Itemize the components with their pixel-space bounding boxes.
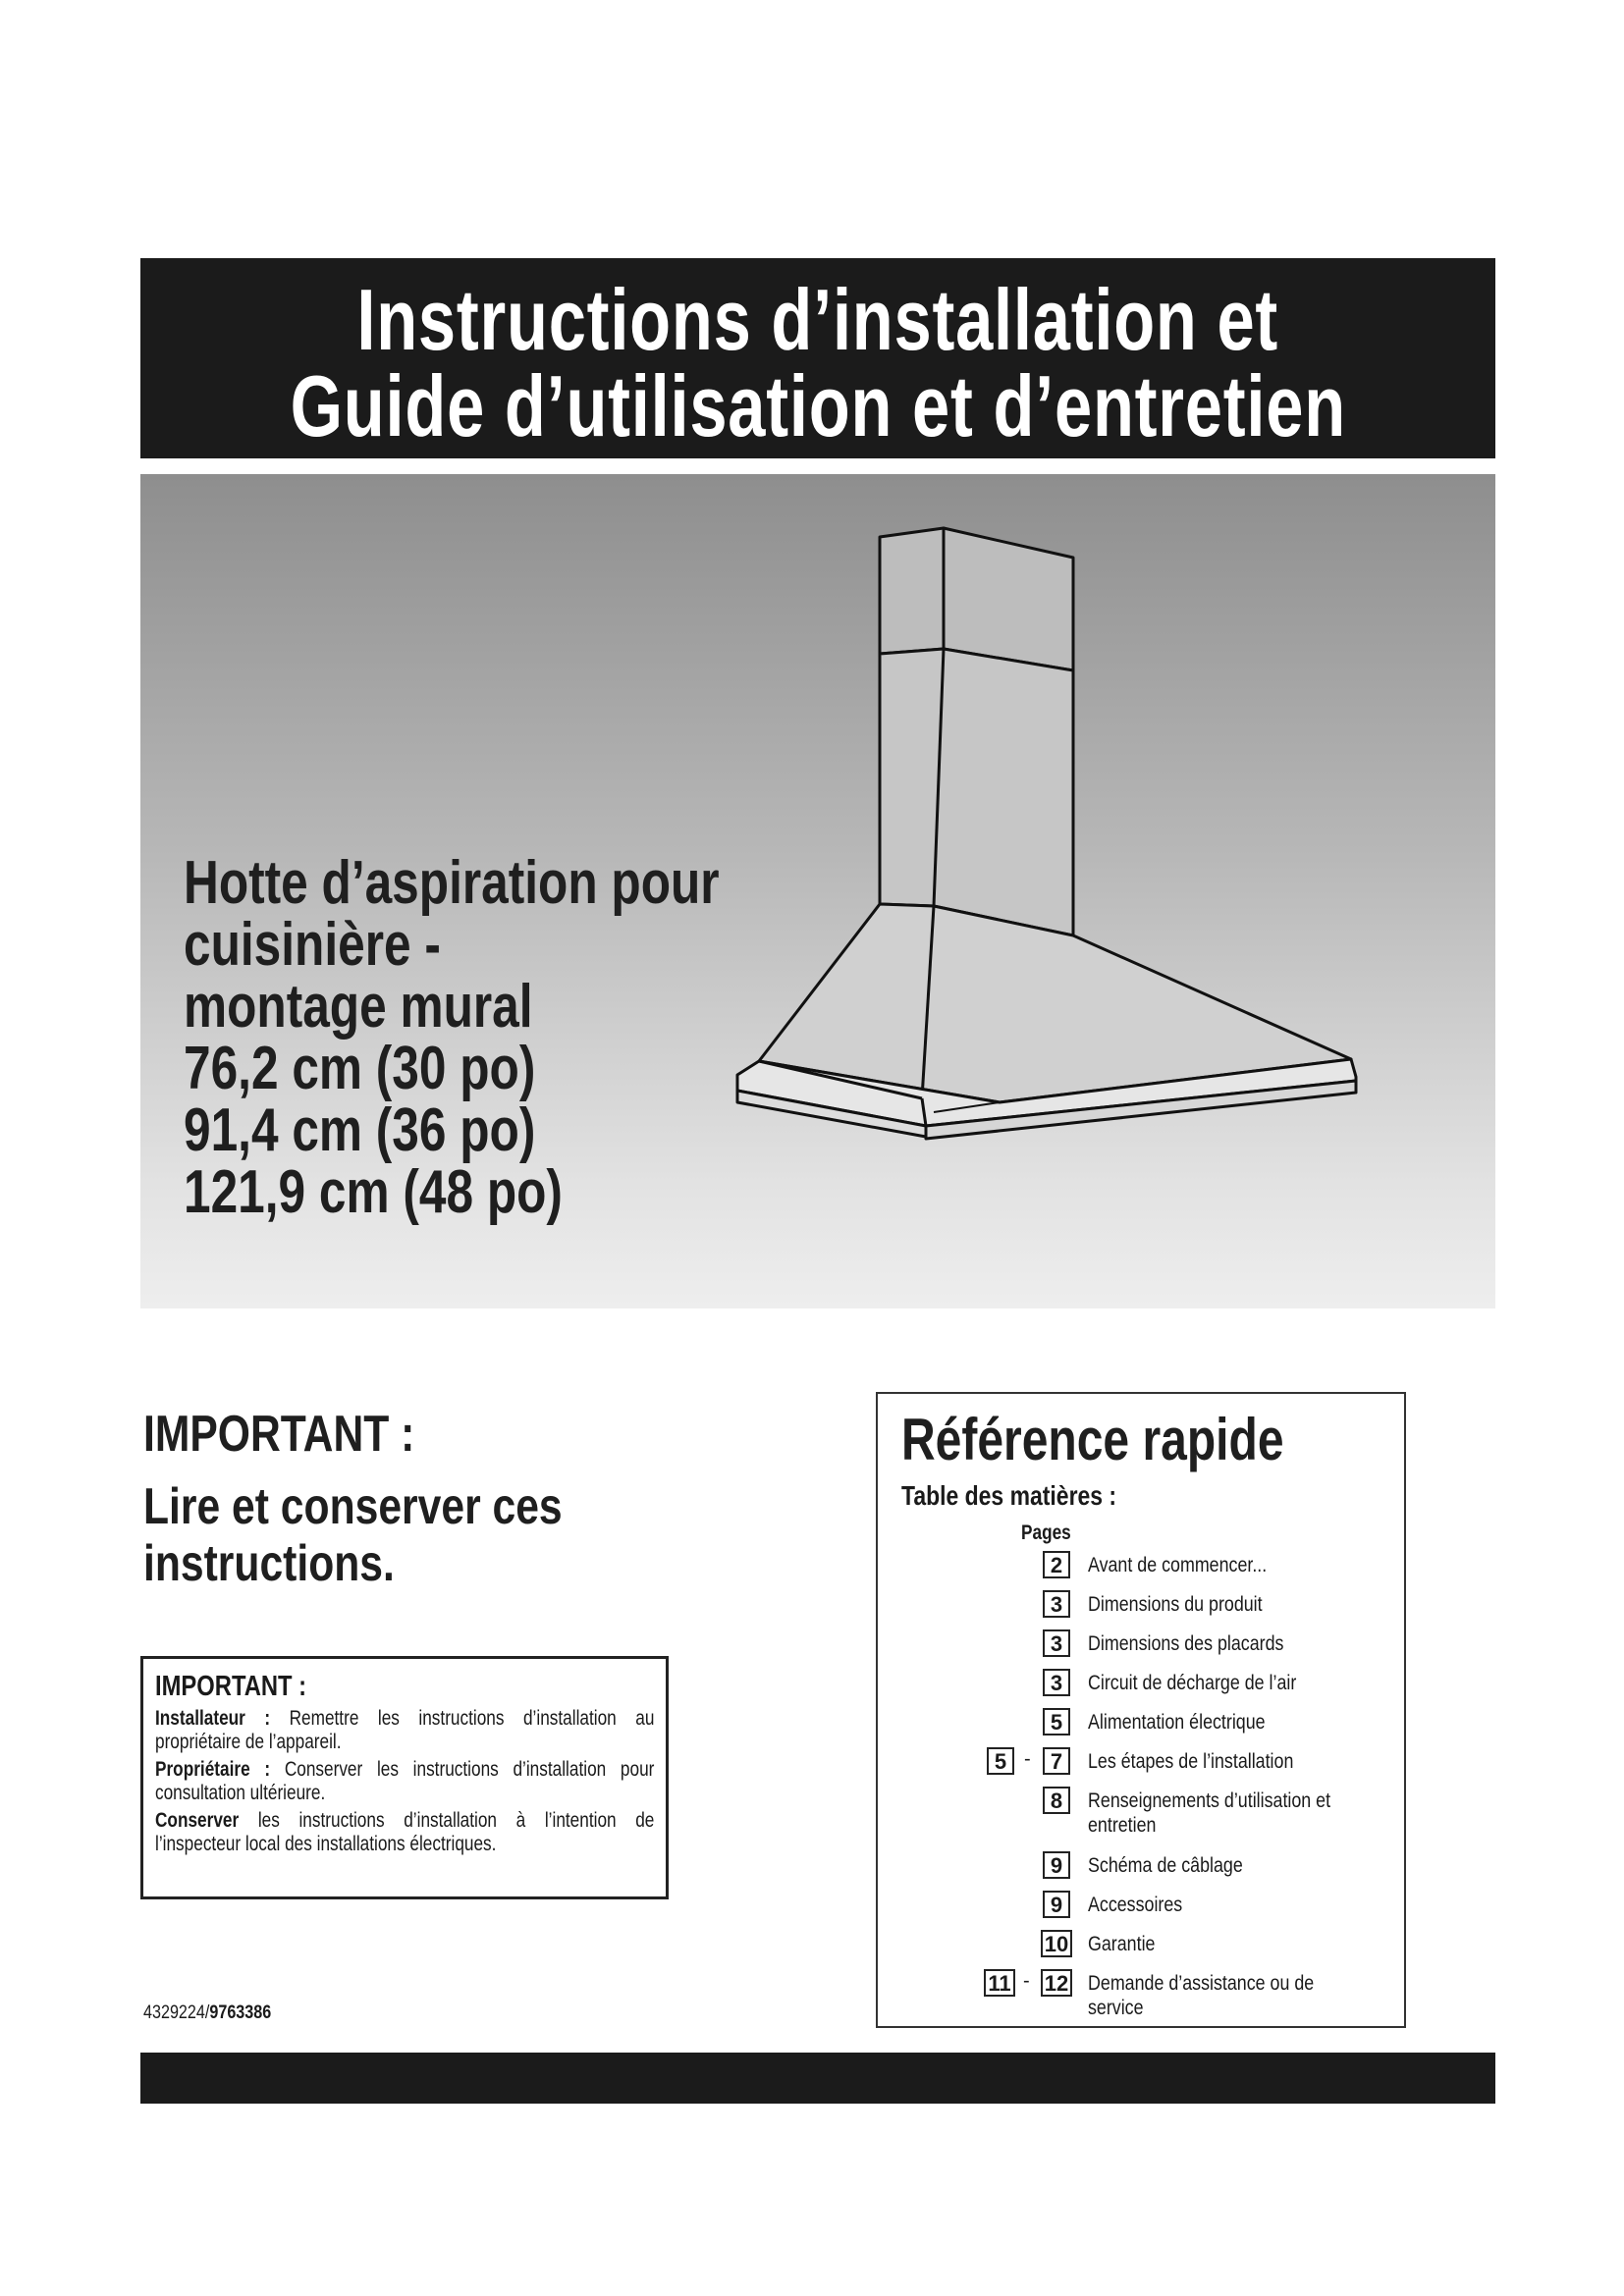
toc-label: Renseignements d’utilisation et entretien xyxy=(1088,1789,1331,1837)
toc-item xyxy=(878,1629,1408,1659)
toc-label: Demande d’assistance ou de service xyxy=(1088,1972,1315,2019)
toc-page-end: 7 xyxy=(1043,1747,1070,1775)
product-hero xyxy=(140,474,1495,1308)
toc-label: Schéma de câblage xyxy=(1088,1854,1243,1877)
title-line-1: Instructions d’installation et xyxy=(356,271,1279,368)
title-banner xyxy=(140,258,1495,458)
installer-note xyxy=(155,1707,654,1754)
toc-item xyxy=(878,1930,1408,1959)
toc-item xyxy=(878,1969,1408,2019)
page-range-dash: - xyxy=(1024,1748,1031,1770)
toc-label: Les étapes de l’installation xyxy=(1088,1750,1294,1773)
owner-label: Propriétaire : xyxy=(155,1758,271,1781)
installer-text: Remettre les instructions d’installation au propriétaire de l’appareil. xyxy=(155,1707,655,1753)
toc-page-number: 3 xyxy=(1043,1669,1070,1696)
table-of-contents-heading: Table des matières : xyxy=(901,1480,1117,1511)
toc-item xyxy=(878,1669,1408,1698)
important-heading-title: IMPORTANT : xyxy=(143,1406,415,1463)
toc-page-end: 12 xyxy=(1041,1969,1072,1997)
important-box xyxy=(140,1656,669,1899)
toc-label: Avant de commencer... xyxy=(1088,1554,1268,1576)
toc-item xyxy=(878,1787,1408,1845)
toc-page-start: 5 xyxy=(987,1747,1014,1775)
installer-label: Installateur : xyxy=(155,1707,271,1730)
toc-label: Accessoires xyxy=(1088,1894,1183,1916)
toc-item xyxy=(878,1891,1408,1920)
pages-label: Pages xyxy=(1021,1522,1071,1544)
toc-label: Dimensions des placards xyxy=(1088,1632,1284,1655)
toc-item xyxy=(878,1590,1408,1620)
document-number xyxy=(143,2002,294,2024)
toc-page-number: 3 xyxy=(1043,1590,1070,1618)
product-line-3: montage mural xyxy=(184,973,533,1041)
product-size-36: 91,4 cm (36 po) xyxy=(184,1096,536,1164)
keep-text: les instructions d’installation à l’intention de l’inspecteur local des installations électriques. xyxy=(155,1809,655,1855)
quick-reference-title: Référence rapide xyxy=(901,1407,1284,1472)
toc-label: Circuit de décharge de l’air xyxy=(1088,1672,1297,1694)
product-description xyxy=(184,849,853,1226)
toc-item xyxy=(878,1708,1408,1737)
important-heading-line-2: instructions. xyxy=(143,1535,395,1592)
toc-page-number: 5 xyxy=(1043,1708,1070,1735)
toc-label: Alimentation électrique xyxy=(1088,1711,1266,1734)
keep-label: Conserver xyxy=(155,1809,240,1832)
title-line-2: Guide d’utilisation et d’entretien xyxy=(290,357,1346,454)
product-size-48: 121,9 cm (48 po) xyxy=(184,1158,563,1226)
owner-note xyxy=(155,1758,654,1805)
product-line-1: Hotte d’aspiration pour xyxy=(184,849,720,917)
owner-text: Conserver les instructions d’installation pour consultation ultérieure. xyxy=(155,1758,655,1804)
product-size-30: 76,2 cm (30 po) xyxy=(184,1035,536,1102)
toc-label: Garantie xyxy=(1088,1933,1156,1955)
toc-page-number: 3 xyxy=(1043,1629,1070,1657)
toc-label: Dimensions du produit xyxy=(1088,1593,1263,1616)
important-box-title: IMPORTANT : xyxy=(155,1671,307,1702)
doc-number-part2: 9763386 xyxy=(209,2002,272,2023)
toc-page-number: 10 xyxy=(1041,1930,1072,1957)
toc-page-number: 9 xyxy=(1043,1891,1070,1918)
toc-page-number: 8 xyxy=(1043,1787,1070,1814)
toc-page-number: 2 xyxy=(1043,1551,1070,1578)
doc-number-part1: 4329224/ xyxy=(143,2002,210,2023)
toc-page-number: 9 xyxy=(1043,1851,1070,1879)
keep-note xyxy=(155,1809,654,1856)
important-notice xyxy=(143,1406,654,1592)
quick-reference-box xyxy=(876,1392,1406,2028)
toc-item xyxy=(878,1747,1408,1777)
toc-item xyxy=(878,1851,1408,1881)
toc-page-start: 11 xyxy=(984,1969,1015,1997)
important-heading-line-1: Lire et conserver ces xyxy=(143,1478,563,1535)
footer-bar xyxy=(140,2053,1495,2104)
product-line-2: cuisinière - xyxy=(184,911,441,979)
toc-item xyxy=(878,1551,1408,1580)
page-range-dash: - xyxy=(1023,1970,1030,1992)
